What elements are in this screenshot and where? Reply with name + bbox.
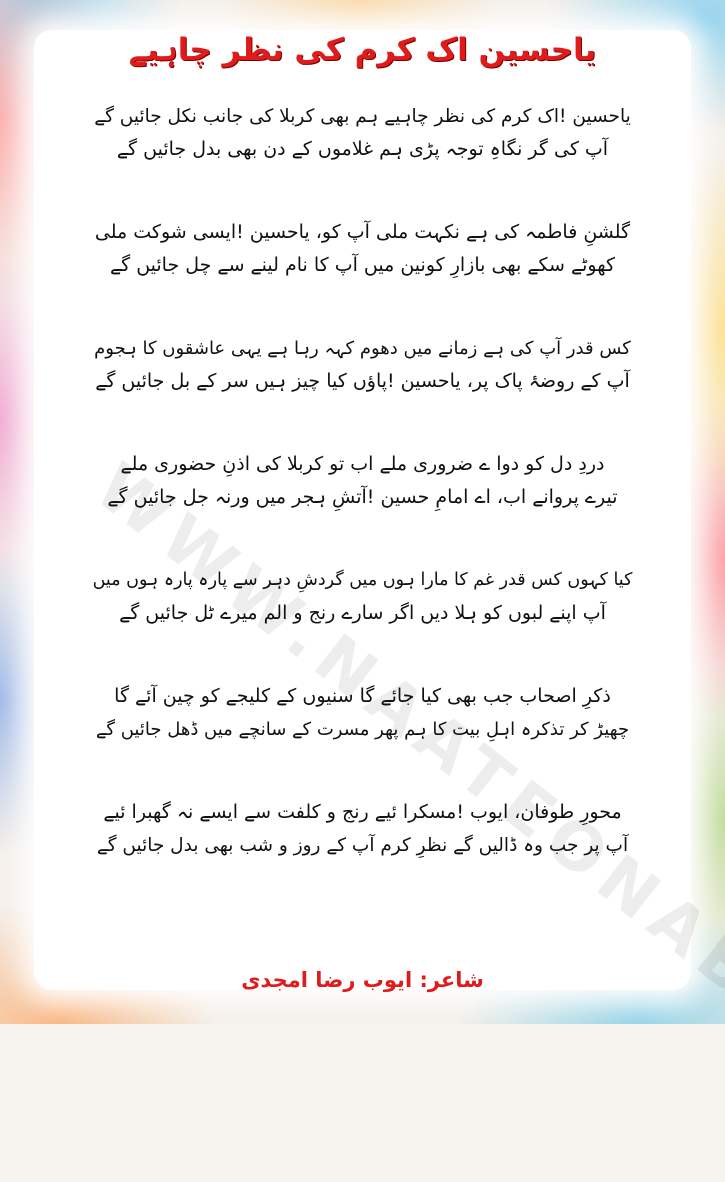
verse-line: کھوٹے سکے بھی بازارِ کونین میں آپ کا نام لینے سے چل جائیں گے [109,254,616,276]
verse-line: دردِ دل کو دوا ے ضروری ملے اب تو کربلا کی اذنِ حضوری ملے [120,453,605,475]
verse-line: ذکرِ اصحاب جب بھی کیا جائے گا سنیوں کے کلیجے کو چین آئے گا [114,685,611,707]
stanza [90,100,635,166]
stanza [90,448,635,514]
verse-line: تیرے پروانے اب، اے امامِ حسین !آتشِ ہجر میں ورنہ جل جائیں گے [107,486,618,508]
verse-line: آپ کے روضۂ پاک پر، یاحسین !پاؤں کیا چیز ہیں سر کے بل جائیں گے [95,370,630,392]
stanza [90,564,635,630]
verse-line: کس قدر آپ کی ہے زمانے میں دھوم کہہ رہا ہے یہی عاشقوں کا ہجوم [94,338,631,359]
poem-title: یاحسین اک کرم کی نظر چاہیے [128,32,597,68]
verse-line: کیا کہوں کس قدر غم کا مارا ہوں میں گردشِ دہر سے پارہ پارہ ہوں میں [92,570,633,590]
stanza [90,332,635,398]
stanza [90,216,635,282]
poet-label: شاعر: [419,968,484,992]
verse-line: آپ اپنے لبوں کو ہلا دیں اگر سارے رنج و الم میرے ٹل جائیں گے [119,602,606,624]
verse-line: محورِ طوفان، ایوب !مسکرا ئیے رنج و کلفت سے ایسے نہ گھبرا ئیے [103,801,622,823]
poem-body [90,100,635,912]
verse-line: آپ پر جب وہ ڈالیں گے نظرِ کرم آپ کے روز و شب بھی بدل جائیں گے [96,835,629,856]
stanza [90,796,635,862]
verse-line: آپ کی گر نگاہِ توجہ پڑی ہم غلاموں کے دن بھی بدل جائیں گے [116,138,609,160]
poet-credit [0,968,725,992]
stanza [90,680,635,746]
verse-line: یاحسین !اک کرم کی نظر چاہیے ہم بھی کربلا کی جانب نکل جائیں گے [94,106,631,127]
verse-line: چھیڑ کر تذکرہ اہلِ بیت کا ہم پھر مسرت کے سانچے میں ڈھل جائیں گے [95,719,630,740]
poet-name: ایوب رضا امجدی [241,968,413,992]
verse-line: گلشنِ فاطمہ کی ہے نکہت ملی آپ کو، یاحسین !ایسی شوکت ملی [94,221,631,243]
